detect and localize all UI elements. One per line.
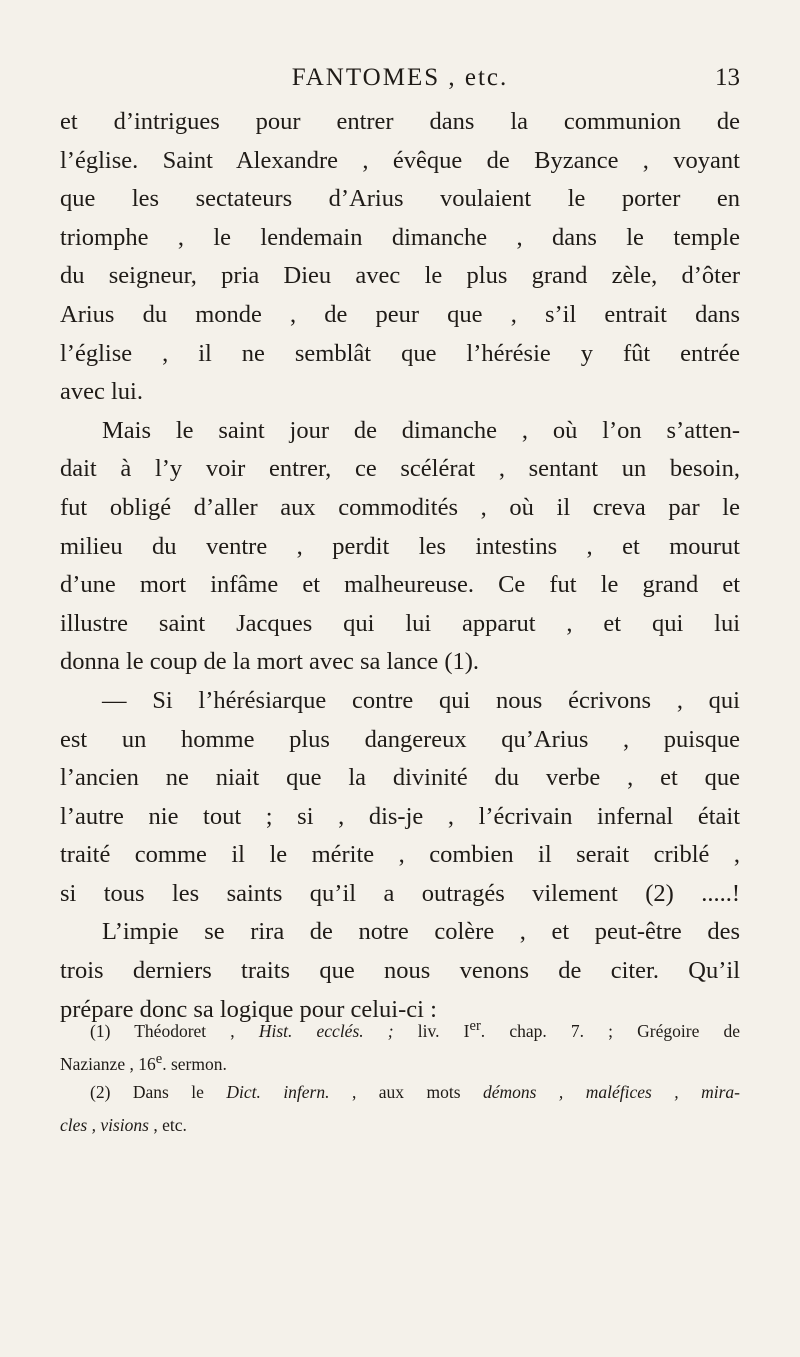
footnote-superscript: er — [469, 1018, 481, 1034]
footnote-italic: cles , visions — [60, 1115, 149, 1135]
footnote-text: (1) Théodoret , — [90, 1020, 235, 1041]
text-line: dait à l’y voir entrer, ce scélérat , sentant un besoin, — [60, 455, 740, 483]
footnote-superscript: e — [155, 1051, 163, 1067]
text-line: trois derniers traits que nous venons de citer. Qu’il — [60, 957, 740, 985]
footnote-italic: Dict. infern. — [226, 1082, 330, 1102]
body-text — [60, 103, 740, 1029]
text-line: que les sectateurs d’Arius voulaient le porter en — [60, 185, 740, 213]
text-line: Mais le saint jour de dimanche , où l’on s’atten- — [102, 416, 740, 444]
text-line: triomphe , le lendemain dimanche , dans le temple — [60, 223, 740, 251]
page-header — [60, 64, 740, 100]
footnote-italic: démons , maléfices , mira- — [482, 1082, 740, 1102]
footnote-text: . sermon. — [162, 1053, 227, 1074]
text-line: avec lui. — [60, 378, 143, 406]
footnote-italic: Hist. ecclés. ; — [258, 1020, 394, 1041]
footnote-text: , etc. — [153, 1115, 187, 1135]
footnote-text: . chap. 7. ; Grégoire de — [480, 1020, 740, 1041]
text-line: est un homme plus dangereux qu’Arius , puisque — [60, 725, 740, 753]
footnote-text: Nazianze , 16 — [60, 1053, 156, 1074]
text-line: l’église. Saint Alexandre , évêque de Byzance , voyant — [60, 146, 740, 174]
footnote-1 — [60, 1010, 740, 1043]
text-line: et d’intrigues pour entrer dans la communion de — [60, 108, 740, 135]
text-line: traité comme il le mérite , combien il serait criblé , — [60, 841, 740, 869]
page-number: 13 — [715, 64, 740, 91]
text-line: illustre saint Jacques qui lui apparut , et qui lui — [60, 609, 740, 637]
footnote-text: liv. I — [417, 1020, 470, 1041]
text-line: prépare donc sa logique pour celui-ci : — [60, 995, 437, 1023]
footnotes — [60, 1010, 740, 1142]
text-line: — Si l’hérésiarque contre qui nous écrivons , qui — [102, 686, 740, 714]
footnote-text: (2) Dans le — [90, 1082, 204, 1102]
running-head: FANTOMES , etc. — [291, 64, 509, 91]
text-line: d’une mort infâme et malheureuse. Ce fut le grand et — [60, 571, 740, 599]
text-line: du seigneur, pria Dieu avec le plus grand zèle, d’ôter — [60, 262, 740, 290]
footnote-1-continued — [60, 1043, 740, 1076]
footnote-2 — [60, 1076, 740, 1109]
text-line: si tous les saints qu’il a outragés vilement (2) .....! — [60, 879, 740, 907]
text-line: fut obligé d’aller aux commodités , où il creva par le — [60, 493, 740, 521]
text-line: milieu du ventre , perdit les intestins , et mourut — [60, 532, 740, 560]
text-line: l’autre nie tout ; si , dis-je , l’écrivain infernal était — [60, 802, 740, 830]
text-line: l’ancien ne niait que la divinité du verbe , et que — [60, 764, 740, 792]
footnote-text: , aux mots — [351, 1082, 461, 1102]
text-line: Arius du monde , de peur que , s’il entrait dans — [60, 300, 740, 328]
text-line: l’église , il ne semblât que l’hérésie y fût entrée — [60, 339, 740, 367]
text-line: L’impie se rira de notre colère , et peut-être des — [102, 918, 740, 946]
text-line: donna le coup de la mort avec sa lance (1). — [60, 648, 480, 676]
footnote-2-continued — [60, 1109, 740, 1142]
